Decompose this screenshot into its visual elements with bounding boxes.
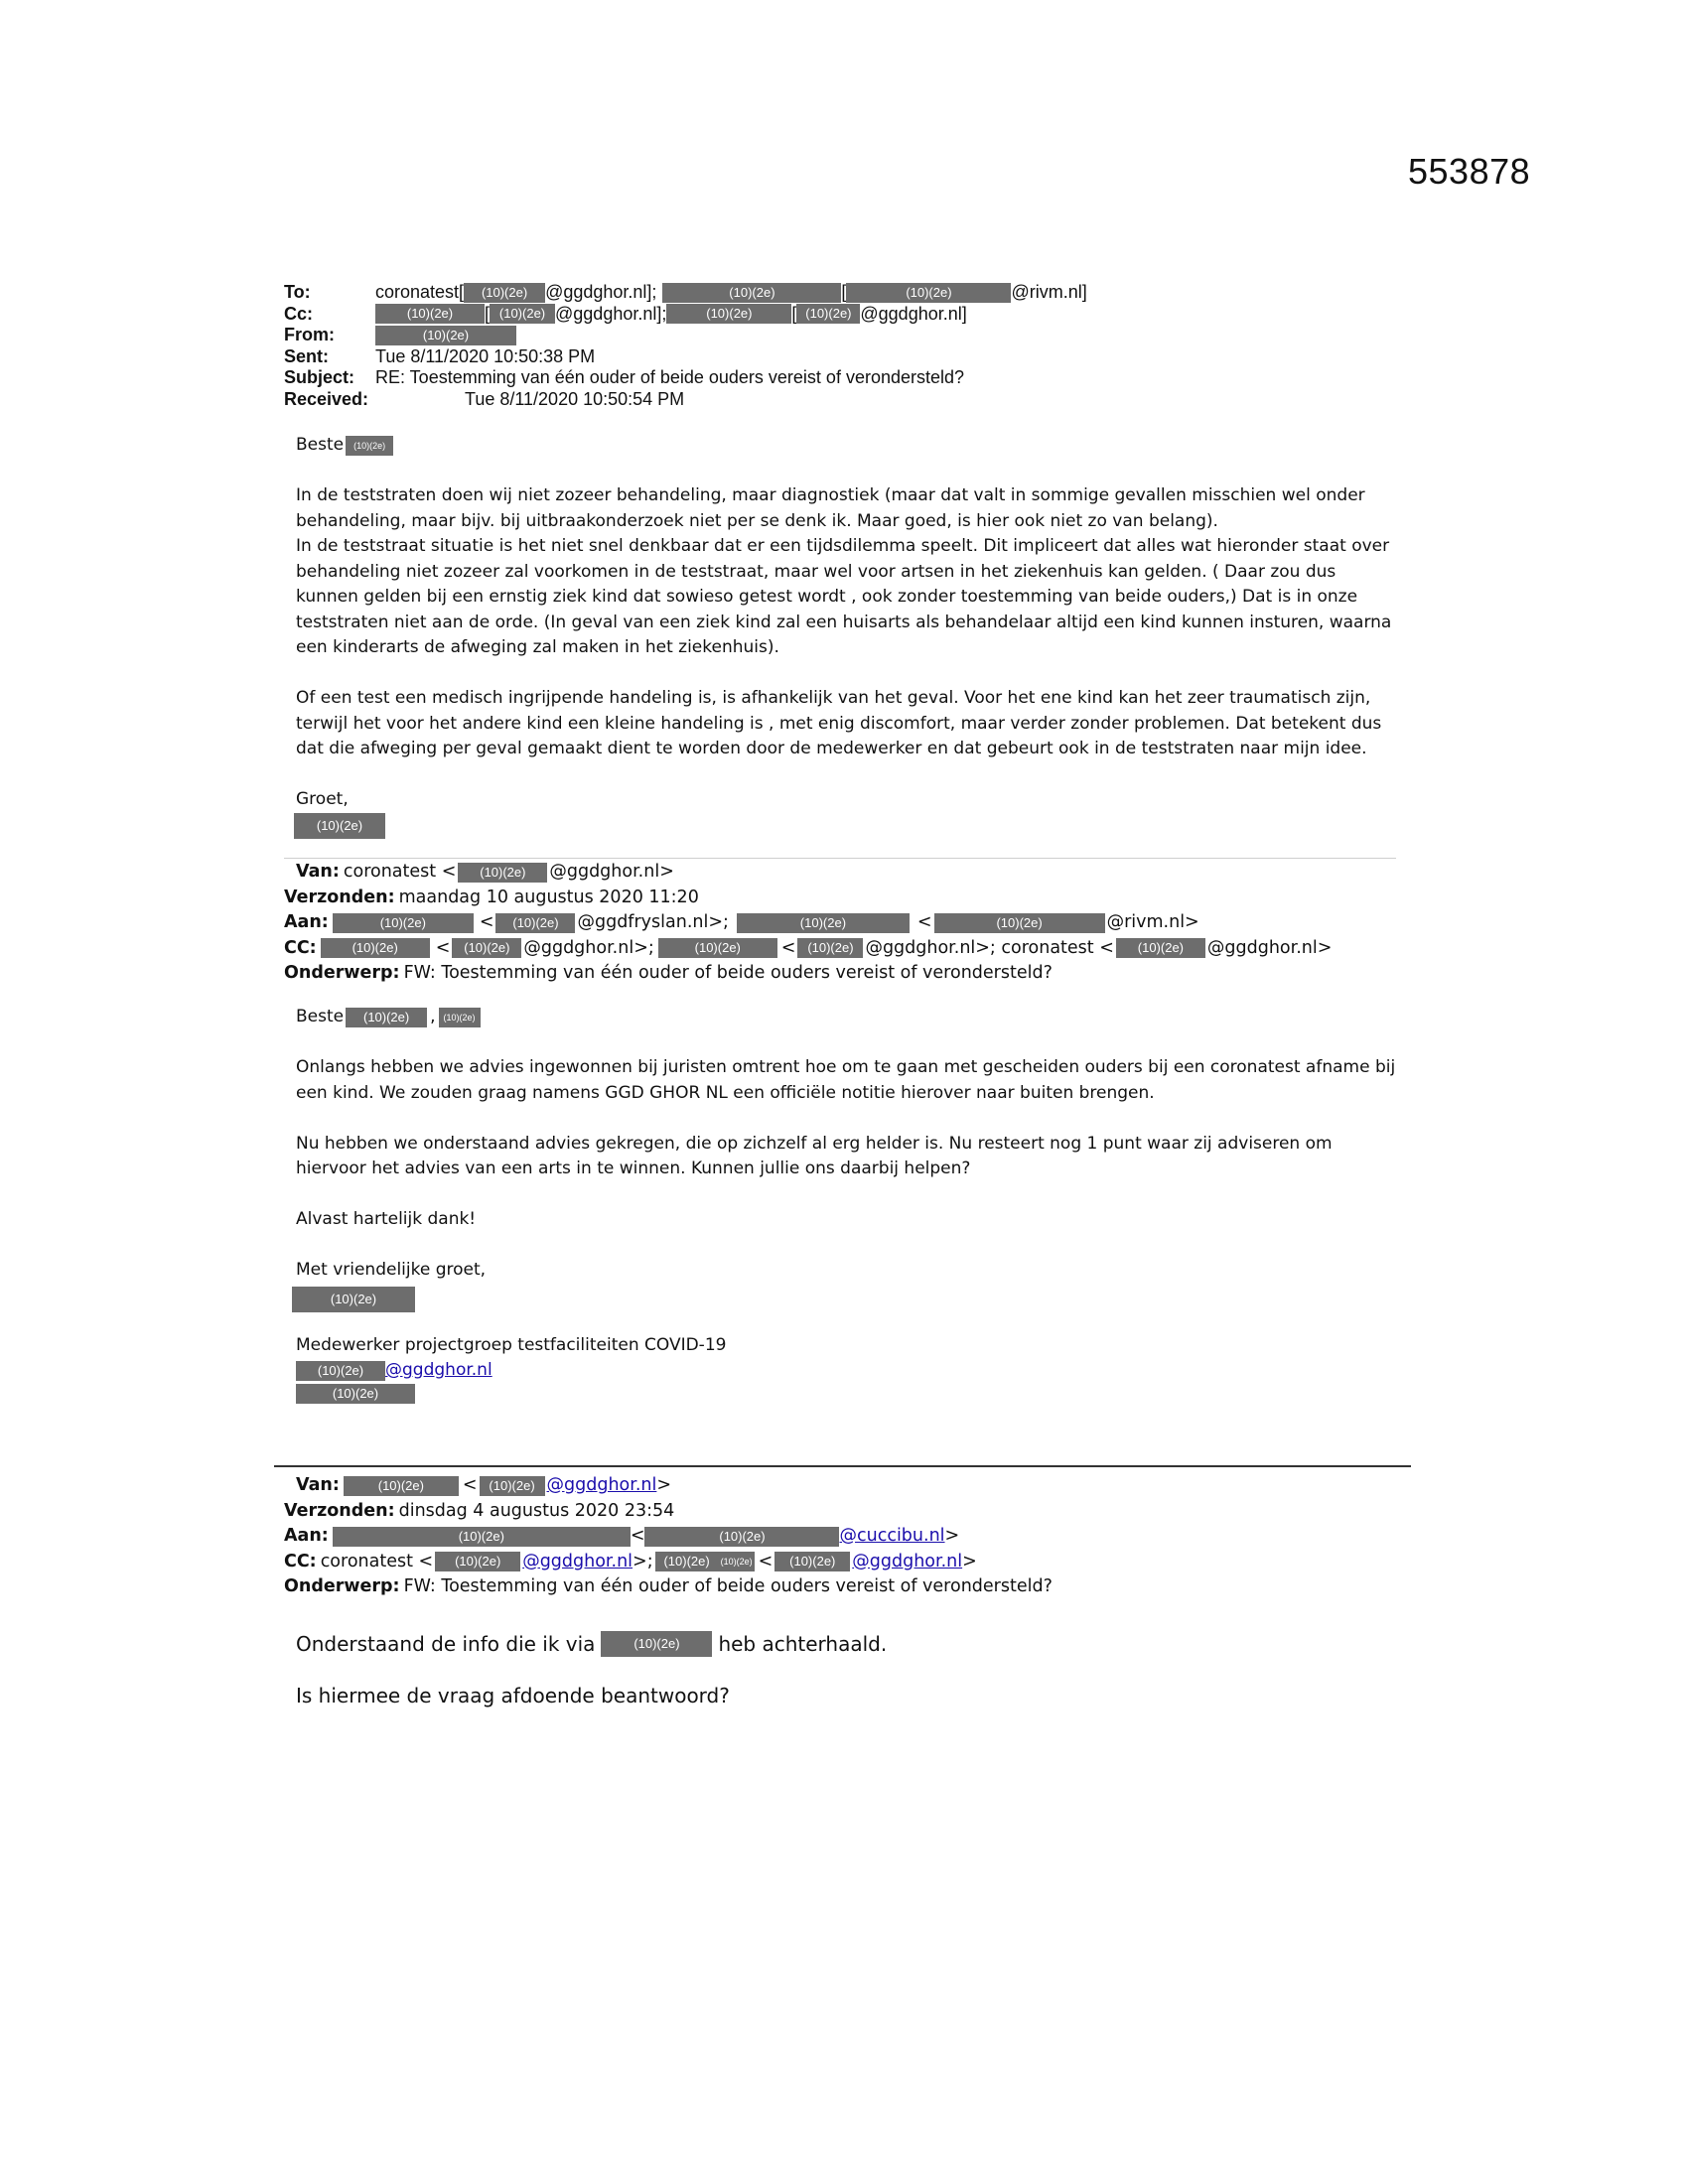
redaction: (10)(2e) bbox=[495, 913, 575, 933]
email1-greeting bbox=[296, 433, 1398, 459]
email2-role: Medewerker projectgroep testfaciliteiten COVID-19 bbox=[296, 1334, 727, 1355]
divider bbox=[274, 1465, 1411, 1467]
redaction: (10)(2e) bbox=[435, 1552, 520, 1571]
email2-cc-text: @ggdghor.nl>; bbox=[523, 937, 654, 958]
email3-cc-text: < bbox=[758, 1551, 774, 1571]
redaction: (10)(2e) bbox=[666, 304, 791, 324]
email1-received-value: Tue 8/11/2020 10:50:54 PM bbox=[465, 388, 685, 409]
email1-to-row bbox=[284, 282, 1087, 304]
email3-to-text: > bbox=[944, 1526, 960, 1546]
email-link[interactable]: @ggdghor.nl bbox=[852, 1551, 963, 1571]
greeting-separator: , bbox=[430, 1007, 436, 1026]
email1-header bbox=[284, 282, 1087, 410]
redaction: (10)(2e) bbox=[719, 1552, 755, 1571]
email1-to-label: To: bbox=[284, 282, 311, 302]
redaction: (10)(2e) bbox=[934, 913, 1105, 933]
email3-from-label: Van: bbox=[296, 1475, 340, 1495]
email3-from-row bbox=[284, 1473, 1053, 1499]
email-link[interactable]: @cuccibu.nl bbox=[839, 1526, 945, 1546]
email2-from-text: @ggdghor.nl> bbox=[549, 862, 674, 882]
email3-cc-row bbox=[284, 1550, 1053, 1575]
email2-body bbox=[296, 1005, 1398, 1404]
email2-to-text: @rivm.nl> bbox=[1106, 912, 1199, 932]
redaction: (10)(2e) bbox=[333, 913, 474, 933]
redaction: (10)(2e) bbox=[344, 1476, 459, 1496]
email2-header bbox=[284, 860, 1332, 987]
email2-cc-text: @ggdghor.nl>; coronatest < bbox=[865, 937, 1114, 958]
email2-from-text: coronatest < bbox=[343, 862, 457, 882]
email1-received-label: Received: bbox=[284, 388, 369, 409]
email1-to-text: coronatest[ bbox=[375, 282, 465, 302]
email1-signature bbox=[296, 813, 1398, 841]
email1-subject-row bbox=[284, 367, 1087, 389]
email3-line: Is hiermee de vraag afdoende beantwoord? bbox=[296, 1684, 730, 1707]
redaction: (10)(2e) bbox=[774, 1552, 850, 1571]
email3-from-text: > bbox=[656, 1475, 672, 1495]
redaction: (10)(2e) bbox=[292, 1287, 415, 1312]
redaction: (10)(2e) bbox=[1116, 938, 1205, 958]
email3-sent-label: Verzonden: bbox=[284, 1500, 395, 1521]
email1-paragraph: In de teststraat situatie is het niet snel denkbaar dat er een tijdsdilemma speelt. Dit impliceert dat alles wat hieronder staat over behandeling niet zozeer zal voorkomen in de teststraat, maar wel voor artsen in het ziekenhuis kan gelden. ( Daar zou dus kunnen gelden bij een ernstig ziek kind dat sowieso getest wordt , ook zonder toestemming van beide ouders,) Dat is in onze teststraten niet aan de orde. (In geval van een ziek kind zal een huisarts als behandelaar altijd een kind kunnen insturen, waarna een kinderarts de afweging zal maken in het ziekenhuis). bbox=[296, 536, 1392, 657]
email2-subject-row bbox=[284, 961, 1332, 987]
email2-sent-label: Verzonden: bbox=[284, 887, 395, 907]
email2-signature-name bbox=[296, 1284, 1398, 1315]
email3-subject-value: FW: Toestemming van één ouder of beide ouders vereist of verondersteld? bbox=[403, 1576, 1053, 1596]
email1-to-text: [ bbox=[841, 282, 847, 302]
email2-to-text: @ggdfryslan.nl>; bbox=[577, 912, 729, 932]
redaction: (10)(2e) bbox=[601, 1631, 712, 1657]
email2-closing: Met vriendelijke groet, bbox=[296, 1260, 487, 1280]
email3-to-row bbox=[284, 1524, 1053, 1550]
email1-to-text: @rivm.nl] bbox=[1011, 282, 1087, 302]
email2-sent-row bbox=[284, 886, 1332, 911]
email3-cc-text: > bbox=[962, 1551, 977, 1571]
redaction: (10)(2e) bbox=[797, 938, 863, 958]
email1-subject-label: Subject: bbox=[284, 367, 355, 387]
email1-sent-label: Sent: bbox=[284, 345, 329, 366]
email3-cc-text: >; bbox=[633, 1551, 653, 1571]
email2-cc-row bbox=[284, 936, 1332, 962]
email2-subject-value: FW: Toestemming van één ouder of beide ouders vereist of verondersteld? bbox=[403, 963, 1053, 983]
email1-from-label: From: bbox=[284, 325, 335, 344]
email2-from-row bbox=[284, 860, 1332, 886]
email3-cc-label: CC: bbox=[284, 1551, 317, 1571]
email1-subject-value: RE: Toestemming van één ouder of beide ouders vereist of verondersteld? bbox=[375, 367, 965, 387]
email2-cc-text: @ggdghor.nl> bbox=[1206, 937, 1333, 958]
redaction: (10)(2e) bbox=[375, 304, 485, 324]
email-link[interactable]: @ggdghor.nl bbox=[522, 1551, 633, 1571]
email2-paragraph: Onlangs hebben we advies ingewonnen bij juristen omtrent hoe om te gaan met gescheiden ouders bij een coronatest afname bij een kind. We zouden graag namens GGD GHOR NL een officiële notitie hierover naar buiten brengen. bbox=[296, 1057, 1396, 1103]
email2-to-text: < bbox=[916, 912, 932, 932]
redaction: (10)(2e) bbox=[464, 283, 545, 303]
email3-text: Onderstaand de info die ik via bbox=[296, 1632, 596, 1656]
email1-cc-label: Cc: bbox=[284, 303, 314, 324]
email1-cc-text: @ggdghor.nl] bbox=[860, 303, 967, 324]
document-number: 553878 bbox=[1408, 151, 1531, 192]
email1-cc-text: [ bbox=[485, 303, 491, 324]
email2-subject-label: Onderwerp: bbox=[284, 963, 400, 983]
email1-cc-text: [ bbox=[791, 303, 797, 324]
email1-closing: Groet, bbox=[296, 789, 349, 809]
email-link[interactable]: @ggdghor.nl bbox=[546, 1475, 657, 1495]
email2-from-label: Van: bbox=[296, 862, 340, 882]
email3-cc-text: coronatest < bbox=[320, 1551, 434, 1571]
redaction: (10)(2e) bbox=[452, 938, 521, 958]
email1-received-row bbox=[284, 389, 1087, 411]
email2-paragraph: Nu hebben we onderstaand advies gekregen, die op zichzelf al erg helder is. Nu resteert nog 1 punt waar zij adviseren om hiervoor het advies van een arts in te winnen. Kunnen jullie ons daarbij helpen? bbox=[296, 1133, 1333, 1178]
email2-cc-label: CC: bbox=[284, 937, 317, 958]
email3-sent-value: dinsdag 4 augustus 2020 23:54 bbox=[398, 1500, 675, 1521]
redaction: (10)(2e) bbox=[846, 283, 1011, 303]
email3-subject-row bbox=[284, 1574, 1053, 1600]
email3-subject-label: Onderwerp: bbox=[284, 1576, 400, 1596]
email3-body bbox=[296, 1618, 1398, 1721]
redaction: (10)(2e) bbox=[333, 1527, 631, 1547]
redaction: (10)(2e) bbox=[346, 436, 393, 456]
redaction: (10)(2e) bbox=[662, 283, 841, 303]
redaction: (10)(2e) bbox=[458, 863, 547, 883]
email1-paragraph: In de teststraten doen wij niet zozeer behandeling, maar diagnostiek (maar dat valt in sommige gevallen misschien wel onder behandeling, maar bijv. bij uitbraakonderzoek niet per se denk ik. Maar goed, is hier ook niet zo van belang). bbox=[296, 485, 1365, 531]
email2-phone-row bbox=[296, 1384, 1398, 1404]
email3-to-label: Aan: bbox=[284, 1526, 329, 1546]
email3-from-text: < bbox=[462, 1475, 478, 1495]
redaction: (10)(2e) bbox=[439, 1008, 481, 1027]
email1-sent-row bbox=[284, 346, 1087, 368]
email1-from-row bbox=[284, 325, 1087, 346]
email2-to-row bbox=[284, 910, 1332, 936]
redaction: (10)(2e) bbox=[296, 1384, 415, 1404]
email3-sent-row bbox=[284, 1499, 1053, 1525]
email2-cc-text: < bbox=[780, 937, 796, 958]
email2-to-label: Aan: bbox=[284, 912, 329, 932]
email1-sent-value: Tue 8/11/2020 10:50:38 PM bbox=[375, 345, 596, 366]
redaction: (10)(2e) bbox=[346, 1008, 427, 1027]
email3-header bbox=[284, 1473, 1053, 1600]
email2-sent-value: maandag 10 augustus 2020 11:20 bbox=[398, 887, 699, 907]
redaction: (10)(2e) bbox=[321, 938, 430, 958]
email-link[interactable]: @ggdghor.nl bbox=[385, 1360, 492, 1380]
email1-cc-text: @ggdghor.nl]; bbox=[555, 303, 667, 324]
redaction: (10)(2e) bbox=[644, 1527, 839, 1547]
redaction: (10)(2e) bbox=[658, 938, 777, 958]
divider bbox=[284, 858, 1396, 859]
email1-cc-row bbox=[284, 304, 1087, 326]
redaction: (10)(2e) bbox=[796, 304, 860, 324]
email2-email-row bbox=[296, 1358, 1398, 1384]
redaction: (10)(2e) bbox=[480, 1476, 545, 1496]
email3-line bbox=[296, 1618, 1398, 1670]
redaction: (10)(2e) bbox=[737, 913, 910, 933]
redaction: (10)(2e) bbox=[296, 1361, 385, 1381]
redaction: (10)(2e) bbox=[294, 813, 385, 839]
email1-paragraph: Of een test een medisch ingrijpende handeling is, is afhankelijk van het geval. Voor het ene kind kan het zeer traumatisch zijn, terwijl het voor het andere kind een kleine handeling is , met enig discomfort, maar verder zonder problemen. Dat betekent dus dat die afweging per geval gemaakt dient te worden door de medewerker en dat gebeurt ook in de teststraten naar mijn idee. bbox=[296, 688, 1382, 758]
email2-to-text: < bbox=[479, 912, 494, 932]
greeting-text: Beste bbox=[296, 1007, 345, 1026]
email3-to-text: < bbox=[630, 1526, 645, 1546]
email2-cc-text: < bbox=[435, 937, 451, 958]
greeting-text: Beste bbox=[296, 435, 345, 455]
email1-to-text: @ggdghor.nl]; bbox=[545, 282, 657, 302]
email1-body bbox=[296, 433, 1398, 841]
redaction: (10)(2e) bbox=[375, 326, 516, 345]
redaction: (10)(2e) bbox=[655, 1552, 719, 1571]
redaction: (10)(2e) bbox=[490, 304, 555, 324]
email2-greeting bbox=[296, 1005, 1398, 1030]
email3-text: heb achterhaald. bbox=[718, 1632, 888, 1656]
email2-thanks: Alvast hartelijk dank! bbox=[296, 1209, 477, 1229]
